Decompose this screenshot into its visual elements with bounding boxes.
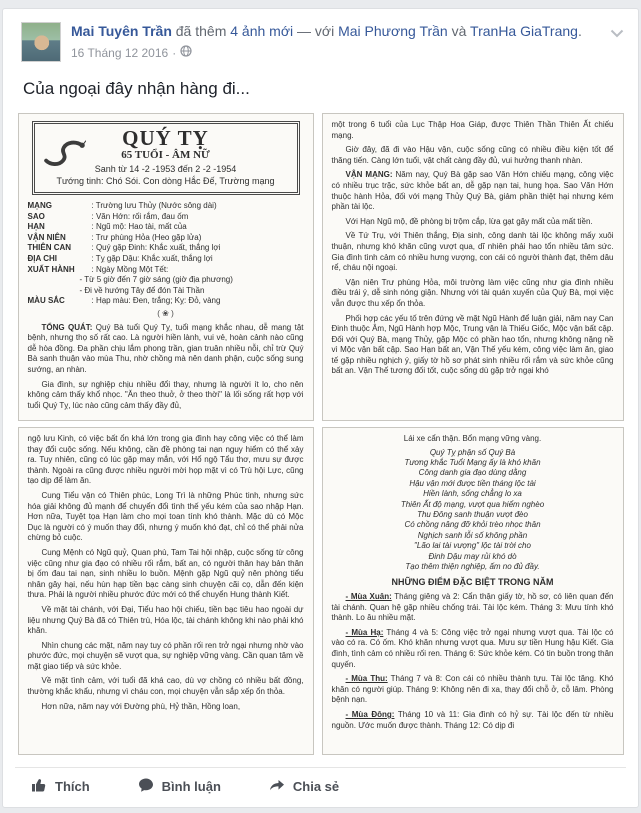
tagged-person-1-link[interactable]: Mai Phương Trần — [338, 23, 448, 39]
doc-paragraph: TỔNG QUÁT: Quý Bà tuổi Quý Tỵ, tuổi mạng khắc nhau, dễ mang tật bệnh, nhưng thọ số rất cao. Là người hiền lành, vui vẻ, hoàn cảnh nào cũng dễ hòa đồng. Đa phần chịu lắm phong trần, gian truân nhiều nỗi, chỉ trừ Quý Bà sanh thuận vào mùa Thu, nhờ chồng mà nên danh phận, cuộc sống sung sướng, an nhàn. — [27, 322, 304, 374]
snake-icon — [40, 139, 86, 177]
post-header-text — [71, 22, 612, 63]
horoscope-subtitle: 65 TUỔI - ÂM NỮ — [121, 149, 210, 161]
attr-row: VẬN NIÊN : Trư phùng Hỏa (Heo gặp lửa) — [27, 232, 202, 242]
added-text: đã thêm — [175, 23, 227, 39]
post-card — [2, 8, 639, 808]
doc-paragraph: Cung Mệnh có Ngũ quỷ, Quan phù, Tam Tai hội nhập, cuộc sống từ công việc cũng như gia đạo có nhiều rối rắm, bất an, có người thân hay bản thân bị ốm đau tai nạn, sinh nhiều lo buồn. Mệnh gặp Ngũ quỷ nên phòng tiểu nhân gây hại, nếu hùn hạp tiền bạc càng sinh chuyện cãi cọ, dẫn đến kiện thưa. Phải là người nhiều phước đức mới có thể chuyển Hung thành Kiết. — [27, 547, 304, 600]
comment-button[interactable] — [138, 777, 221, 796]
doc-paragraph: Hơn nữa, năm nay với Đường phù, Hỷ thần, Hồng loan, — [41, 701, 241, 711]
attr-row: XUẤT HÀNH : Ngày Mồng Một Tết: — [27, 264, 169, 274]
comment-label: Bình luận — [161, 779, 221, 794]
attr-row: ĐỊA CHI : Tỵ gặp Dậu: Khắc xuất, thắng lợi — [27, 253, 213, 263]
doc-paragraph: Về Tứ Trụ, với Thiên thắng, Địa sinh, công danh tài lộc không mấy xuôi thuận, nhưng khó khăn cũng vượt qua, dĩ nhiên phải hao tổn nhiều tâm sức. Gia đình tình cảm có nhiều hưng vượng, con cái có người thành đạt, thêm dâu rể, cháu nội ngoại. — [331, 231, 614, 273]
like-button[interactable] — [31, 777, 90, 796]
post-message: Của ngoại đây nhận hàng đi... — [23, 79, 250, 98]
doc-season-paragraph: - Mùa Đông: Tháng 10 và 11: Gia đình có hỷ sự. Tài lộc đến từ nhiều nguồn. Ước muốn được thành. Tháng 12: Có dịp đi — [331, 710, 614, 730]
doc-paragraph: Về mặt tài chánh, với Đại, Tiểu hao hội chiếu, tiền bạc tiêu hao ngoài dự liệu nhưng Quý Bà đã có Thiên trù, Hóa lộc, tài chánh không khi nào phải khó khăn. — [27, 604, 304, 636]
doc-paragraph: một trong 6 tuổi của Lục Thập Hoa Giáp, được Thiên Thần Thiên Ất chiếu mạng. — [331, 120, 614, 140]
like-label: Thích — [55, 779, 90, 794]
action-bar — [15, 768, 626, 806]
author-link[interactable]: Mai Tuyên Trần — [71, 23, 172, 39]
doc-paragraph: Cung Tiểu vận có Thiên phúc, Long Trì là những Phúc tinh, nhưng sức hóa giải không đủ mạnh để chuyển đổi tình thế yếu kém của sao nhập Hạn. Hơn nữa, Tuyệt tọa Hạn làm cho mọi toan tính khó thành. Mặc dù có Mộc Dục là người có ý muốn thay đổi, nhưng ý muốn khó đạt, chỉ có thể phải nửa chừng bỏ cuộc. — [27, 490, 304, 543]
attr-row: HẠN : Ngũ mộ: Hao tài, mất của — [27, 222, 187, 232]
share-button[interactable] — [269, 777, 339, 796]
photo-page1-right[interactable] — [322, 113, 624, 421]
post-header — [3, 9, 638, 63]
attr-row: THIÊN CAN : Quý gặp Đinh: Khắc xuất, thắng lợi — [27, 243, 221, 253]
attr-row: SAO : Văn Hớn: rối rắm, đau ốm — [27, 211, 189, 221]
share-arrow-icon — [269, 777, 285, 796]
avatar[interactable] — [21, 22, 61, 62]
xuat-hanh-note: - Đi về hướng Tây để đón Tài Thần — [79, 285, 205, 295]
doc-poem: Quý Tỵ phận số Quý Bà Tương khắc Tuổi Mạng ấy là khó khăn Công danh gia đạo dùng dằng Hậu vận mới được tiền tháng lộc tài Hiền lành, sống chẳng lo xa Thiên Ất độ mạng, vượt qua hiểm nghèo Thu Đông sanh thuận vượt đèo Có chồng nâng đỡ khỏi trèo nhọc thân Nghịch sanh lỗi số không phần "Lão lai tài vượng" lộc tài trời cho Đinh Dậu may rủi khó dò Tạo thêm thiện nghiệp, ấm no đủ đầy. — [400, 447, 545, 572]
with-text: — với — [297, 23, 335, 39]
horoscope-title: QUÝ TỴ — [122, 126, 209, 150]
doc-paragraph: Với Hạn Ngũ mộ, đề phòng bị trộm cắp, lừa gạt gây mất của mất tiền. — [345, 216, 593, 226]
doc-paragraph: Phối hợp các yếu tố trên đứng về mặt Ngũ Hành để luận giải, năm nay Can Đinh thuộc Âm, Ngũ Hành hợp Mộc, Trung vận là Thiếu Giốc, Mộc vận bất cập. Đối với Quý Bà, mạng Thủy, gặp Mộc có phần hao tổn, nhưng không nặng nề vì Mộc vận bất cập. Sao Hạn bất an, Vận Thế yếu kém, công việc làm ăn, giao tế gặp nhiều nghịch ý, giấy tờ hồ sơ phát sinh nhiều rối rắm và sức khỏe cũng bất an. Vận Thế tương đối tốt, cuộc sống dù gặp trở ngại khó — [331, 313, 614, 376]
doc-paragraph: Về mặt tình cảm, với tuổi đã khá cao, dù vợ chồng có nhiều bất đồng, thường khắc khẩu, nhưng vì cháu con, mọi chuyện vẫn sắp xếp ổn thỏa. — [27, 676, 304, 697]
privacy-globe-icon — [180, 44, 192, 63]
doc-paragraph: ngộ lưu Kinh, có việc bất ổn khá lớn trong gia đình hay công việc có thể làm thay đổi cuộc sống. Nếu không, cần đề phòng tai nạn nguy hiểm có thể xảy ra. Tuy nhiên, cũng có lúc gặp may mắn, với Hổ ngộ Tẩu thơ, mưu sự được thành. Ngoài ra cũng được nhiều người mời họp mặt vì có Trù hội Lực, cũng tạo dịp để làm ăn. — [27, 434, 304, 486]
photo-page2-right[interactable] — [322, 427, 624, 755]
xuat-hanh-note: - Từ 5 giờ đến 7 giờ sáng (giờ địa phương) — [79, 275, 233, 285]
doc-paragraph: Giờ đây, đã đi vào Hậu vận, cuộc sống cũng có nhiều điều kiện tốt để thăng tiến. Càng lớn tuổi, vật chất càng đầy đủ, vui hưởng thanh nhàn. — [331, 145, 614, 165]
doc-notice: Lái xe cẩn thận. Bổn mạng vững vàng. — [403, 434, 542, 443]
doc-paragraph: Gia đình, sự nghiệp chịu nhiều đổi thay, nhưng là người ít lo, cho nên không cảm thấy khổ nhọc. "Ăn theo thuở, ở theo thời" là lối sống rất hợp với tuổi Quý Tỵ, lúc nào cũng cảm thấy đầy đủ, — [27, 379, 304, 410]
photo-page2-left[interactable] — [18, 427, 314, 755]
period-text: . — [577, 23, 582, 39]
tagged-person-2-link[interactable]: TranHa GiaTrang — [470, 23, 578, 39]
doc-paragraph: VẬN MẠNG: Năm nay, Quý Bà gặp sao Văn Hớn chiếu mạng, công việc có nhiều trục trặc, sức khỏe bất an, dễ gặp nạn tai, hung họa. Sao Văn Hớn thuộc hành Hỏa, đối với mạng Thủy Quý Bà, giảm phần thiệt hại nhưng kém phần tài lộc. — [331, 170, 614, 212]
meta-separator: · — [172, 46, 177, 60]
and-text: và — [451, 23, 467, 39]
doc-season-paragraph: - Mùa Thu: Tháng 7 và 8: Con cái có nhiều thành tựu. Tài lộc tăng. Khó khăn có người giúp. Tháng 9: Không nên đi xa, thay đổi chỗ ở, cỗ lâm. Phòng bệnh nạn. — [331, 674, 614, 705]
attr-row: MẠNG : Trường lưu Thủy (Nước sông dài) — [27, 201, 217, 210]
horoscope-title-box — [32, 121, 300, 195]
attr-row: MÀU SẮC : Hạp màu: Đen, trắng; Kỵ: Đỏ, vàng — [27, 296, 221, 306]
like-thumb-icon — [31, 777, 47, 796]
horoscope-lineage: Tướng tinh: Chó Sói. Con dòng Hắc Đế, Trường mạng — [56, 176, 275, 186]
photos-count-link[interactable]: 4 ảnh mới — [230, 23, 294, 39]
ornament-divider: ( ❀ ) — [157, 308, 174, 318]
comment-bubble-icon — [138, 777, 154, 796]
action-bar-divider — [15, 767, 626, 806]
horoscope-birth-range: Sanh từ 14 -2 -1953 đến 2 -2 -1954 — [94, 164, 237, 174]
share-label: Chia sẻ — [292, 779, 340, 794]
photo-collage — [18, 113, 624, 755]
doc-season-paragraph: - Mùa Hạ: Tháng 4 và 5: Công việc trở ngại nhưng vượt qua. Tài lộc có vào có ra. Có ốm. Khó khăn nhưng vượt qua. Mưu sự tiền Hung hậu Kiết. Gia đình, tình cảm có nhiều rối ren. Tháng 6: Sức khỏe kém. Có tin buồn trong thân quyến. — [331, 627, 614, 669]
photo-page1-left[interactable] — [18, 113, 314, 421]
doc-paragraph: Nhìn chung các mặt, năm nay tuy có phần rối ren trở ngại nhưng nhờ vào phước đức, mọi chuyện sẽ vượt qua, sự nghiệp vững vàng. Cần quan tâm về mặt giao tiếp và sức khỏe. — [27, 640, 304, 671]
doc-section-title: NHỮNG ĐIỂM ĐẶC BIỆT TRONG NĂM — [391, 577, 554, 588]
doc-season-paragraph: - Mùa Xuân: Tháng giêng và 2: Cẩn thận giấy tờ, hồ sơ, có liên quan đến tài chánh. Quan hệ gặp nhiều chống trái. Tài lộc kém. Tháng 3: Mưu tính khó thành. Lo âu nhiều mặt. — [331, 592, 614, 623]
post-meta — [71, 44, 582, 63]
timestamp-link[interactable]: 16 Tháng 12 2016 — [71, 46, 169, 60]
doc-paragraph: Vận niên Trư phùng Hỏa, môi trường làm việc cũng như gia đình nhiều điều trái ý, dễ sinh nóng giận. Nhưng với tài quán xuyến của Quý Bà, mọi việc vẫn được thu xếp ổn thỏa. — [331, 277, 614, 308]
post-menu-chevron-down-icon[interactable] — [610, 25, 624, 43]
